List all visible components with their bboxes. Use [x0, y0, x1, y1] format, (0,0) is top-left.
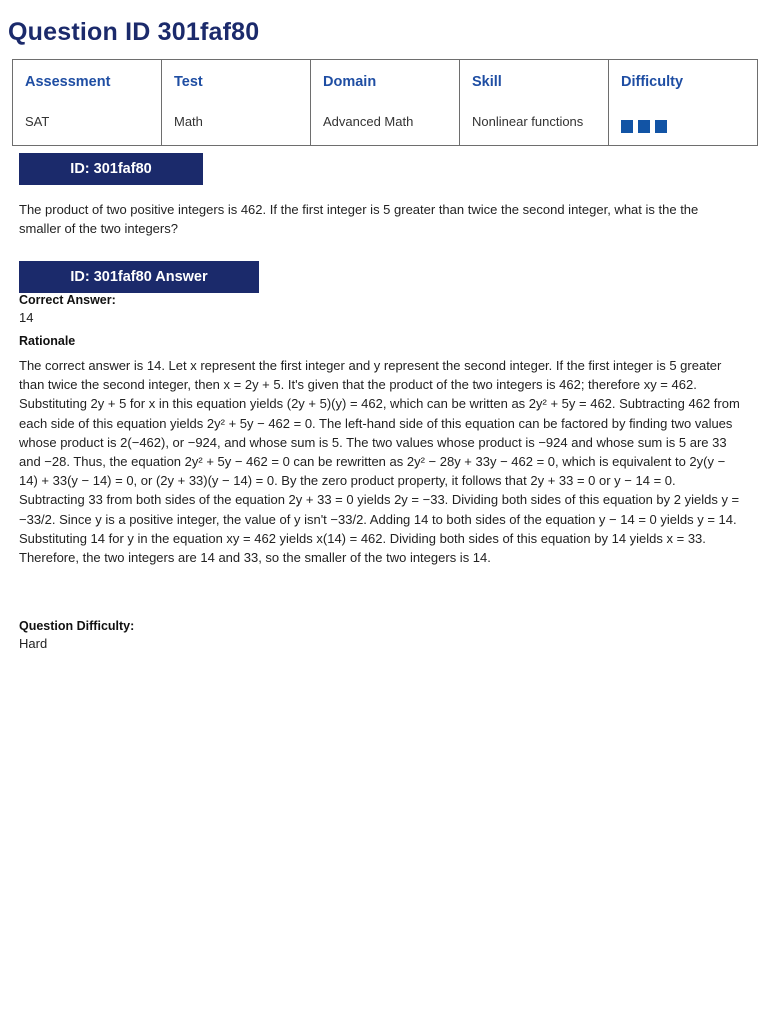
assessment-header: Assessment: [25, 74, 111, 90]
correct-answer-label: Correct Answer:: [19, 293, 116, 307]
rationale-text: The correct answer is 14. Let x represent the first integer and y represent the second integer. If the first integer is 5 greater than twice the second integer, then x = 2y + 5. It's given that the product of the two integers is 462; therefore xy = 462. Substituting 2y + 5 for x in this equation yields (2y + 5)(y) = 462, which can be written as 2y² + 5y = 462. Subtracting 462 from each side of this equation yields 2y² + 5y − 462 = 0. The left-hand side of this equation can be factored by finding two values whose product is 2(−462), or −924, and whose sum is 5. The two values whose product is −924 and whose sum is 5 are 33 and −28. Thus, the equation 2y² + 5y − 462 = 0 can be rewritten as 2y² − 28y + 33y − 462 = 0, which is equivalent to 2y(y − 14) + 33(y − 14) = 0, or (2y + 33)(y − 14) = 0. By the zero product property, it follows that 2y + 33 = 0 or y − 14 = 0. Subtracting 33 from both sides of the equation 2y + 33 = 0 yields 2y = −33. Dividing both sides of this equation by 2 yields y = −33/2. Since y is a positive integer, the value of y isn't −33/2. Adding 14 to both sides of the equation y − 14 = 0 yields y = 14. Substituting 14 for y in the equation xy = 462 yields x(14) = 462. Dividing both sides of this equation by 14 yields x = 33. Therefore, the two integers are 14 and 33, so the smaller of the two integers is 14.: [19, 358, 740, 566]
question-difficulty-value: Hard: [19, 636, 48, 651]
assessment-cell: [13, 60, 162, 146]
test-cell: [162, 60, 311, 146]
difficulty-bar: [621, 120, 633, 133]
skill-value: Nonlinear functions: [472, 114, 584, 129]
difficulty-level-indicator: [621, 120, 745, 133]
difficulty-header: Difficulty: [621, 74, 684, 90]
skill-cell: [460, 60, 609, 146]
difficulty-bar: [655, 120, 667, 133]
question-difficulty-label: Question Difficulty:: [19, 619, 135, 633]
test-header: Test: [174, 74, 203, 90]
difficulty-cell: [609, 60, 758, 146]
question-id-banner: ID: 301faf80: [19, 153, 203, 185]
assessment-value: SAT: [25, 114, 50, 129]
domain-value: Advanced Math: [323, 114, 414, 129]
page-title: Question ID 301faf80: [8, 18, 260, 46]
domain-cell: [311, 60, 460, 146]
answer-id-banner: ID: 301faf80 Answer: [19, 261, 259, 293]
skill-header: Skill: [472, 74, 502, 90]
difficulty-bar: [638, 120, 650, 133]
question-text: The product of two positive integers is 462. If the first integer is 5 greater than twice the second integer, what is the the smaller of the two integers?: [19, 202, 699, 237]
domain-header: Domain: [323, 74, 377, 90]
meta-row: [13, 60, 758, 146]
test-value: Math: [174, 114, 203, 129]
correct-answer-value: 14: [19, 310, 34, 325]
rationale-label: Rationale: [19, 334, 76, 348]
question-meta-table: [12, 59, 758, 146]
